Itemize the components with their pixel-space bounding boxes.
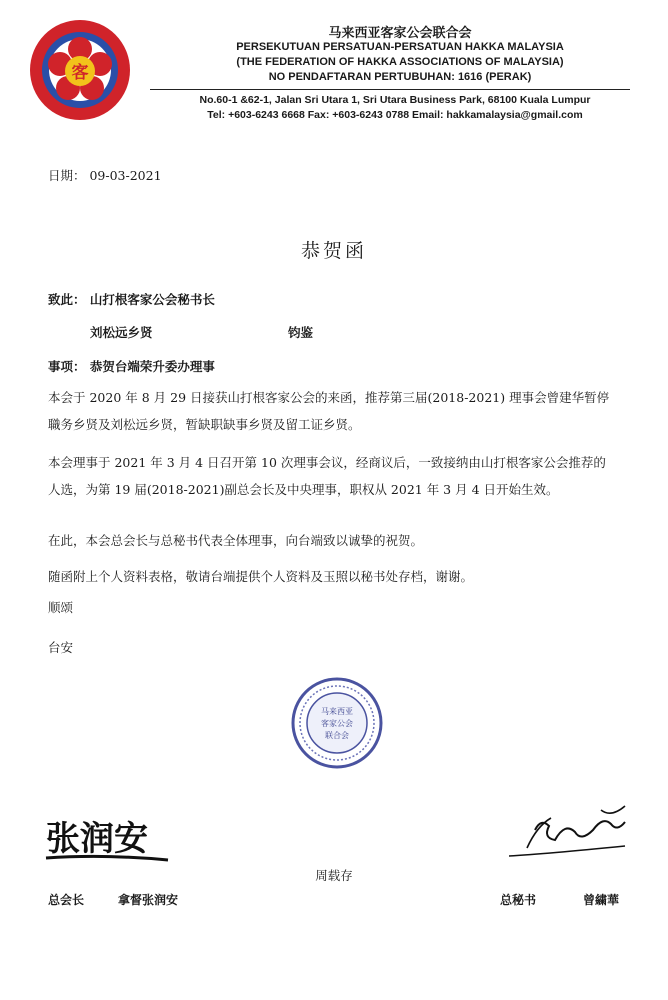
seal-text-line: 客家公会 [321, 719, 353, 728]
closing-line-2: 台安 [48, 640, 74, 655]
federation-logo [28, 18, 132, 122]
org-contact: Tel: +603-6243 6668 Fax: +603-6243 0788 Email: hakkamalaysia@gmail.com [207, 109, 583, 121]
registration-number: NO PENDAFTARAN PERTUBUHAN: 1616 (PERAK) [268, 71, 532, 83]
letter-title: 恭贺函 [300, 240, 367, 262]
recipient-line: 致此： 山打根客家公会秘书长 [48, 292, 215, 307]
letter-date: 日期： 09-03-2021 [48, 168, 162, 183]
president-signature [44, 810, 174, 866]
official-seal-stamp [290, 676, 384, 770]
paragraph: 本会理事于 2021 年 3 月 4 日召开第 10 次理事会议，经商议后，一致接纳由山打根客家公会推荐的人选，为第 19 届(2018-2021)副总会长及中央理事，职权从 2021 年 3 月 4 日开始生效。 [48, 455, 606, 497]
recipient-names: 刘松远乡贤 [90, 325, 153, 340]
closing-line-1: 顺颂 [48, 600, 74, 615]
president-name: 拿督张润安 [118, 893, 179, 907]
paragraph: 随函附上个人资料表格，敬请台端提供个人资料及玉照以秘书处存档，谢谢。 [48, 569, 474, 584]
org-name-english: (THE FEDERATION OF HAKKA ASSOCIATIONS OF MALAYSIA) [236, 56, 564, 68]
paragraph: 在此，本会总会长与总秘书代表全体理事，向台端致以诚挚的祝贺。 [48, 533, 424, 548]
logo-glyph: 客 [71, 63, 89, 83]
letterhead-divider [150, 89, 630, 90]
president-signature-text: 张润安 [46, 819, 148, 859]
president-title: 总会长 [48, 893, 85, 907]
seal-text-line: 联合会 [325, 731, 349, 740]
org-address: No.60-1 &62-1, Jalan Sri Utara 1, Sri Utara Business Park, 68100 Kuala Lumpur [199, 94, 591, 106]
date-place: 周载存 [315, 868, 353, 883]
subject-line: 事项： 恭贺台端荣升委办理事 [48, 359, 215, 374]
seal-text-line: 马来西亚 [321, 707, 353, 716]
org-name-chinese: 马来西亚客家公会联合会 [328, 25, 472, 40]
paragraph: 本会于 2020 年 8 月 29 日接获山打根客家公会的来函，推荐第三届(2018-2021) 理事会曾建华暂停職务乡贤及刘松远乡贤，暂缺职缺事乡贤及留工证乡贤。 [48, 390, 610, 432]
secretary-name: 曾繍華 [583, 893, 620, 907]
secretary-signature [505, 800, 633, 862]
recipient-salutation: 钧鉴 [288, 325, 314, 340]
org-name-malay: PERSEKUTUAN PERSATUAN-PERSATUAN HAKKA MALAYSIA [236, 41, 564, 53]
secretary-title: 总秘书 [500, 893, 537, 907]
